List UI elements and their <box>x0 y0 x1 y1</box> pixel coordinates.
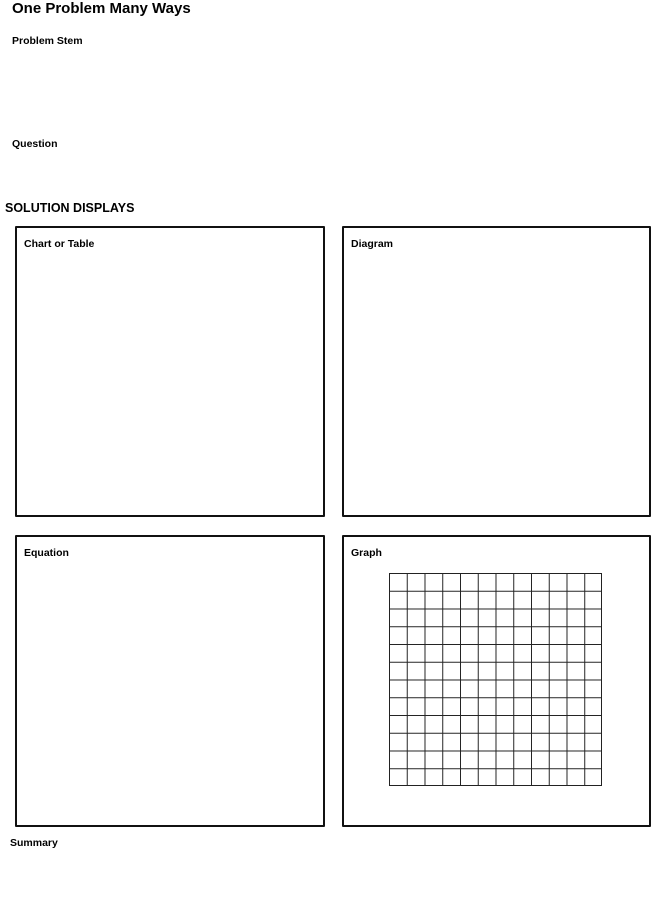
question-label: Question <box>12 138 58 150</box>
section-title: SOLUTION DISPLAYS <box>5 201 135 215</box>
panel-label: Chart or Table <box>24 238 95 250</box>
panel-label: Graph <box>351 547 382 559</box>
panel-label: Equation <box>24 547 69 559</box>
diagram-panel <box>342 226 651 517</box>
panel-label: Diagram <box>351 238 394 250</box>
graph-grid <box>389 573 602 786</box>
chart-or-table-panel <box>15 226 325 517</box>
page-title: One Problem Many Ways <box>12 0 191 17</box>
summary-label: Summary <box>10 837 58 849</box>
equation-panel <box>15 535 325 827</box>
problem-stem-label: Problem Stem <box>12 35 83 47</box>
